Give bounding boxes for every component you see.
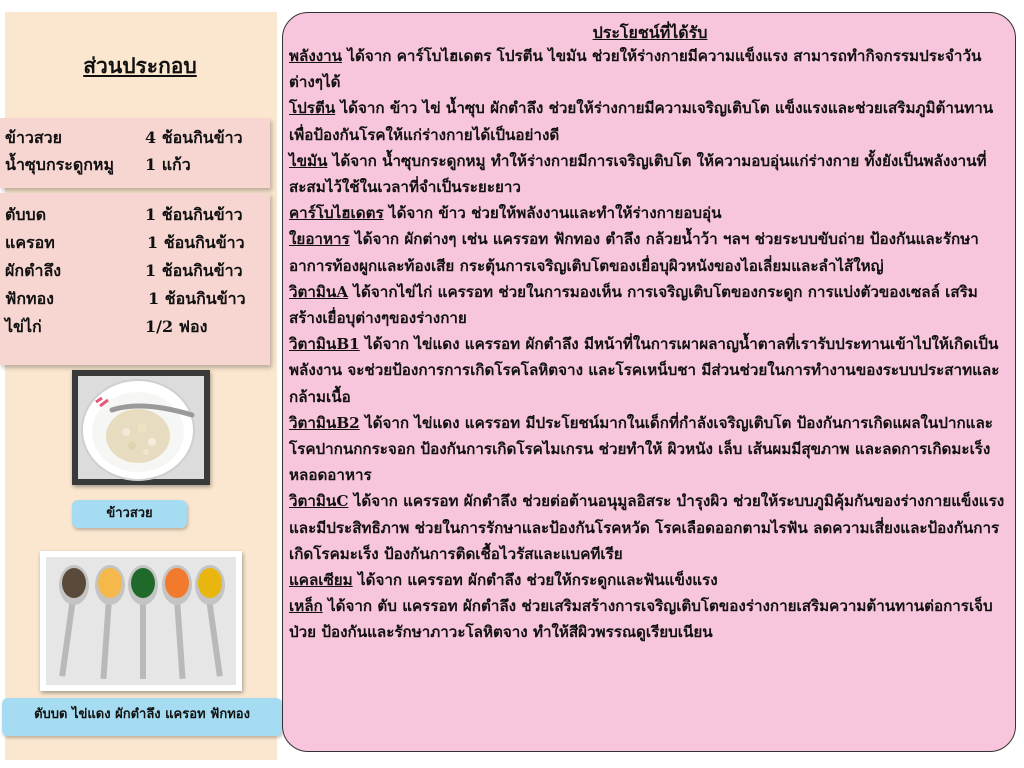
- benefit-term: พลังงาน: [289, 47, 343, 65]
- benefits-title: ประโยชน์ที่ได้รับ: [592, 23, 708, 42]
- benefits-list: [289, 43, 1009, 646]
- benefit-item: [289, 226, 1009, 278]
- benefit-term: ใยอาหาร: [289, 230, 350, 249]
- benefit-term: แคลเซียม: [289, 571, 353, 590]
- benefit-item: [289, 410, 1009, 489]
- benefit-text: ได้จากไข่ไก่ แครรอท ช่วยในการมองเห็น การเจริญเติบโตของกระดูก การแบ่งตัวของเซลล์ เสริมสร้างเยื่อบุต่างๆของร่างกาย: [289, 282, 978, 328]
- ingredient-row: [5, 126, 243, 151]
- benefit-term: วิตามินB1: [289, 335, 360, 354]
- ingredient-name: ตับบด: [5, 205, 47, 224]
- ingredient-row: [5, 231, 245, 256]
- ingredient-row: [5, 315, 208, 340]
- ingredient-amount: 1 ช้อนกินข้าว: [145, 261, 243, 280]
- ingredient-amount: 1 ช้อนกินข้าว: [148, 289, 246, 308]
- benefit-text: ได้จาก คาร์โบไฮเดตร โปรตีน ไขมัน ช่วยให้ร่างกายมีความแข็งแรง สามารถทำกิจกรรมประจำวันต่างๆได้: [289, 47, 982, 92]
- benefit-term: เหล็ก: [289, 597, 323, 616]
- ingredient-amount: 1 แก้ว: [145, 155, 191, 174]
- benefit-text: ได้จาก น้ำซุบกระดูกหมู ทำให้ร่างกายมีการเจริญเติบโต ให้ความอบอุ่นแก่ร่างกาย ทั้งยังเป็นพลังงานที่สะสมไว้ใช้ในเวลาที่จำเป็นระยะยาว: [289, 151, 987, 197]
- ingredient-row: [5, 287, 246, 312]
- benefit-item: [289, 148, 1009, 200]
- benefits-panel: [282, 12, 1016, 752]
- benefit-item: [289, 567, 1009, 593]
- benefit-text: ได้จาก ไข่แดง แครรอท มีประโยชน์มากในเด็กที่กำลังเจริญเติบโต ป้องกันการเกิดแผลในปากและโรคปากนกกระจอก ป้องกันการเกิดโรคไมเกรน ช่วยทำให้ ผิวหนัง เล็บ เส้นผมมีสุขภาพ และลดการเกิดมะเร็งหลอดอาหาร: [289, 413, 993, 485]
- ingredient-amount: 4 ช้อนกินข้าว: [145, 128, 243, 147]
- benefit-item: [289, 488, 1009, 567]
- ingredient-row: [5, 259, 243, 284]
- benefit-text: ได้จาก ตับ แครรอท ผักตำลึง ช่วยเสริมสร้างการเจริญเติบโตของร่างกายเสริมความต้านทานต่อการเจ็บป่วย ป้องกันและรักษาภาวะโลหิตจาง ทำให้สีผิวพรรณดูเรียบเนียน: [289, 597, 993, 642]
- ingredient-name: ผักตำลึง: [5, 261, 62, 280]
- ingredient-name: แครอท: [5, 233, 55, 252]
- benefit-term: ไขมัน: [289, 151, 328, 170]
- ingredient-row: [5, 203, 243, 228]
- benefit-term: วิตามินB2: [289, 413, 360, 432]
- benefit-text: ได้จาก ผักต่างๆ เช่น แครรอท ฟักทอง ตำลึง กล้วยน้ำว้า ฯลฯ ช่วยระบบขับถ่าย ป้องกันและรักษาอาการท้องผูกและท้องเสีย กระตุ้นการเจริญเติบโตของเยื่อบุผิวหนังของไอเลี่ยมและลำไส้ใหญ่: [289, 230, 979, 275]
- ingredient-row: [5, 153, 191, 178]
- rice-caption: ข้าวสวย: [72, 500, 187, 528]
- benefit-text: ได้จาก ไข่แดง แครรอท ผักตำลึง มีหน้าที่ในการเผาผลาญน้ำตาลที่เรารับประทานเข้าไปให้เกิดเป็นพลังงาน จะช่วยป้องการการเกิดโรคโลหิตจาง และโรคเหน็บชา มีส่วนช่วยในการทำงานของระบบประสาทและกล้ามเนื้อ: [289, 335, 1000, 406]
- rice-bowl-photo: [72, 370, 210, 485]
- benefit-item: [289, 279, 1009, 331]
- ingredient-amount: 1 ช้อนกินข้าว: [145, 205, 243, 224]
- benefit-text: ได้จาก แครรอท ผักตำลึง ช่วยให้กระดูกและฟันแข็งแรง: [352, 571, 718, 590]
- benefit-item: [289, 95, 1009, 147]
- benefit-term: วิตามินA: [289, 282, 349, 301]
- ingredient-name: น้ำซุบกระดูกหมู: [5, 155, 114, 174]
- benefit-item: [289, 331, 1009, 410]
- ingredients-title: ส่วนประกอบ: [83, 53, 197, 78]
- ingredients-group-2: [0, 193, 270, 365]
- ingredient-name: ข้าวสวย: [5, 128, 63, 147]
- benefit-term: คาร์โบไฮเดตร: [289, 204, 384, 223]
- ingredients-group-1: [0, 118, 270, 188]
- benefit-term: โปรตีน: [289, 99, 336, 118]
- spoons-photo: [40, 551, 242, 691]
- ingredient-amount: 1/2 ฟอง: [145, 317, 208, 336]
- benefit-text: ได้จาก ข้าว ไข่ น้ำซุบ ผักตำลึง ช่วยให้ร่างกายมีความเจริญเติบโต แข็งแรงและช่วยเสริมภูมิต้านทานเพื่อป้องกันโรคให้แก่ร่างกายได้เป็นอย่างดี: [289, 99, 994, 144]
- benefit-item: [289, 43, 1009, 95]
- spoons-caption: ตับบด ไข่แดง ผักตำลึง แครอท ฟักทอง: [2, 698, 282, 736]
- benefit-text: ได้จาก ข้าว ช่วยให้พลังงานและทำให้ร่างกายอบอุ่น: [383, 204, 722, 223]
- ingredient-name: ฟักทอง: [5, 289, 54, 308]
- benefit-text: ได้จาก แครรอท ผักตำลึง ช่วยต่อต้านอนุมูลอิสระ บำรุงผิว ช่วยให้ระบบภูมิคุ้มกันของร่างกายแข็งแรงและมีประสิทธิภาพ ช่วยในการรักษาและป้องกันโรคหวัด โรคเลือดออกตามไรฟัน ลดความเสี่ยงและป้องกันการเกิดโรคมะเร็ง ป้องกันการติดเชื้อไวรัสและแบคทีเรีย: [289, 492, 1005, 563]
- ingredient-name: ไข่ไก่: [5, 317, 42, 336]
- ingredient-amount: 1 ช้อนกินข้าว: [147, 233, 245, 252]
- benefit-item: [289, 200, 1009, 226]
- benefit-item: [289, 593, 1009, 645]
- benefit-term: วิตามินC: [289, 492, 349, 511]
